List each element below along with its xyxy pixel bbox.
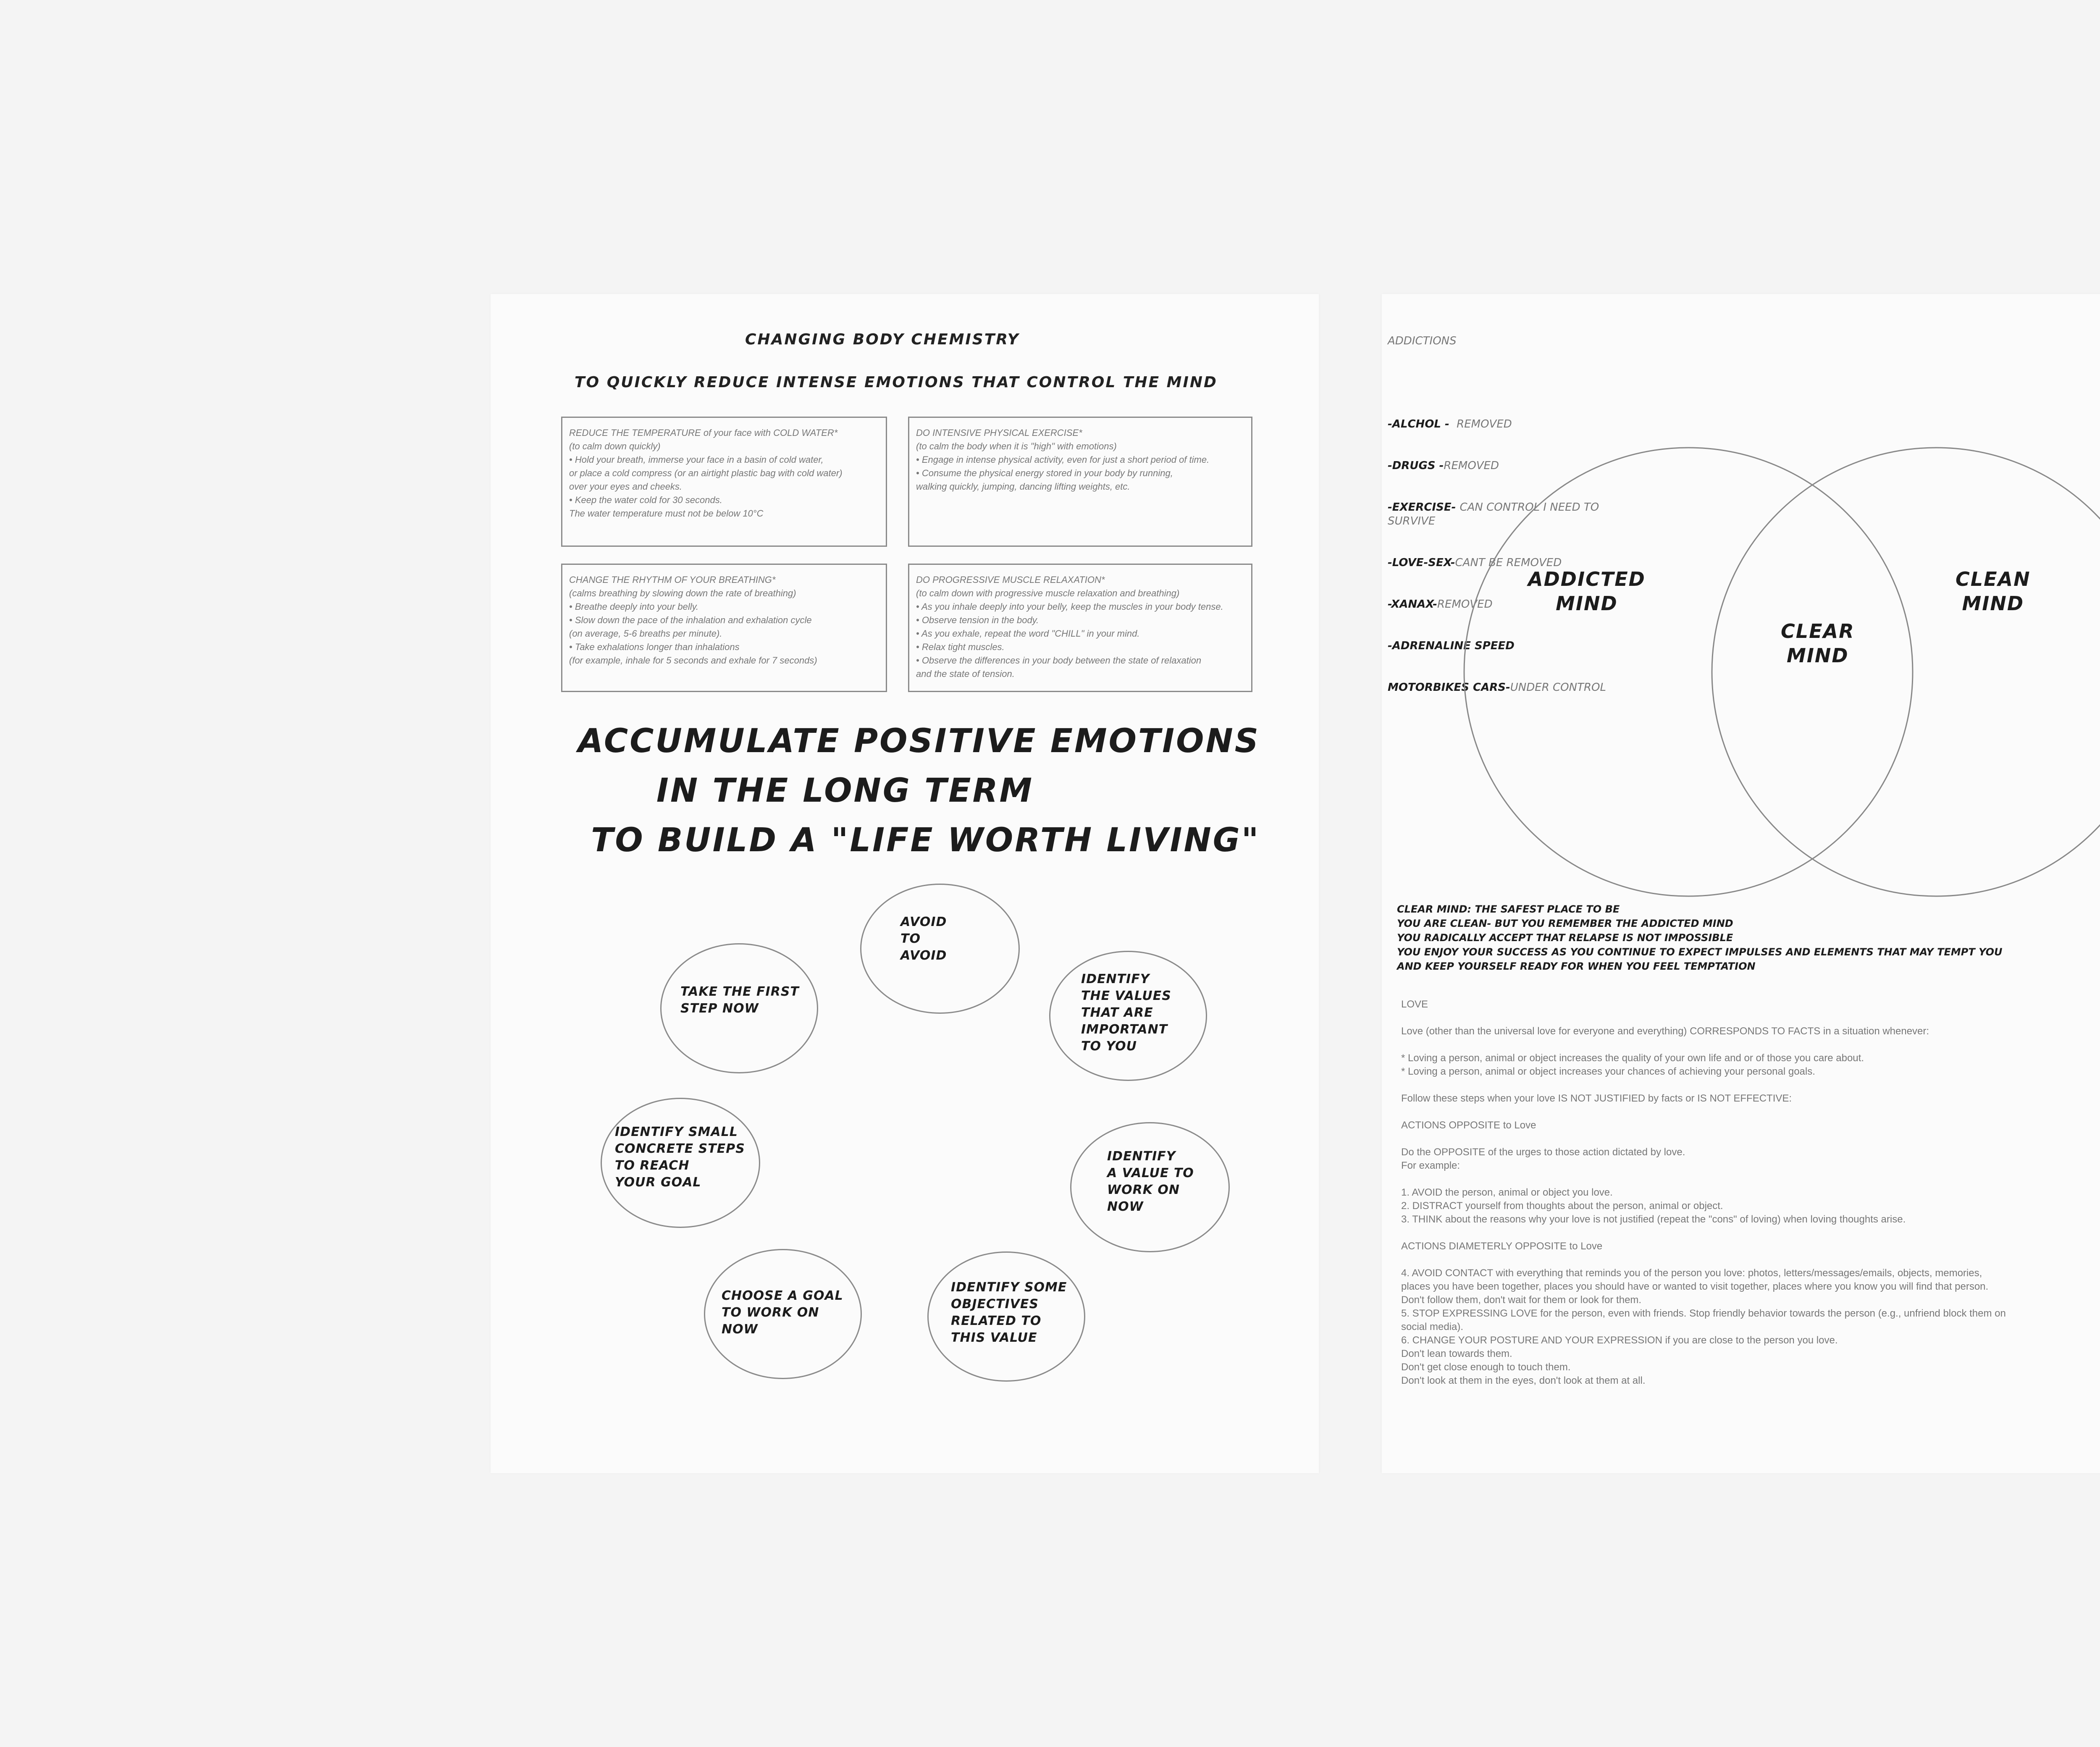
cold-water-box: REDUCE THE TEMPERATURE of your face with COLD WATER* (to calm down quickly) • Hold your breath, immerse your face in a basin of cold water, or place a cold compress (or an airtight plastic bag with cold water) over your eyes and cheeks. • Keep the water cold for 30 seconds. The water temperature must not be below 10°C: [561, 417, 887, 547]
circle-identify-values-label: IDENTIFY THE VALUES THAT ARE IMPORTANT TO YOU: [1081, 972, 1171, 1054]
heading-changing-body-chemistry: CHANGING BODY CHEMISTRY: [745, 331, 1020, 348]
addiction-item: -XANAX-REMOVED: [1388, 598, 1493, 611]
physical-exercise-box: DO INTENSIVE PHYSICAL EXERCISE* (to calm the body when it is "high" with emotions) • Engage in intense physical activity, even for just a short period of time. • Consume the physical energy stored in your body by running, walking quickly, jumping, dancing lifting weights, etc.: [908, 417, 1252, 547]
addiction-item: -DRUGS -REMOVED: [1388, 459, 1499, 472]
circle-identify-objectives-label: IDENTIFY SOME OBJECTIVES RELATED TO THIS VALUE: [951, 1280, 1067, 1345]
venn-label-addicted-mind: ADDICTED MIND: [1528, 568, 1646, 615]
circle-avoid-to-avoid-label: AVOID TO AVOID: [900, 915, 947, 963]
addiction-item: MOTORBIKES CARS-UNDER CONTROL: [1388, 681, 1606, 694]
addictions-title: ADDICTIONS: [1388, 335, 1457, 347]
clear-mind-definition: CLEAR MIND: THE SAFEST PLACE TO BE YOU ARE CLEAN- BUT YOU REMEMBER THE ADDICTED MIND YOU RADICALLY ACCEPT THAT RELAPSE IS NOT IMPOSSIBLE YOU ENJOY YOUR SUCCESS AS YOU CONTINUE TO EXPECT IMPULSES AND ELEMENTS THAT MAY TEMPT YOU AND KEEP YOURSELF READY FOR WHEN YOU FEEL TEMPTATION: [1397, 903, 2003, 972]
addiction-item: -ADRENALINE SPEED: [1388, 640, 1515, 652]
venn-circle-clean: [1712, 448, 2100, 896]
positive-emotions-title: ACCUMULATE POSITIVE EMOTIONS IN THE LONG TERM TO BUILD A "LIFE WORTH LIVING": [578, 722, 1260, 859]
left-poster-sheet: [491, 294, 1319, 1473]
circle-identify-value-now-label: IDENTIFY A VALUE TO WORK ON NOW: [1107, 1149, 1194, 1214]
muscle-relaxation-box: DO PROGRESSIVE MUSCLE RELAXATION* (to calm down with progressive muscle relaxation and breathing) • As you inhale deeply into your belly, keep the muscles in your body tense. • Observe tension in the body. • As you exhale, repeat the word "CHILL" in your mind. • Relax tight muscles. • Observe the differences in your body between the state of relaxation and the state of tension.: [908, 564, 1252, 692]
circle-take-first-step-label: TAKE THE FIRST STEP NOW: [680, 984, 799, 1016]
circle-choose-goal-label: CHOOSE A GOAL TO WORK ON NOW: [722, 1288, 843, 1337]
addiction-item: -ALCHOL - REMOVED: [1388, 418, 1512, 430]
breathing-box: CHANGE THE RHYTHM OF YOUR BREATHING* (calms breathing by slowing down the rate of breathing) • Breathe deeply into your belly. • Slow down the pace of the inhalation and exhalation cycle (on average, 5-6 breaths per minute). • Take exhalations longer than inhalations (for example, inhale for 5 seconds and exhale for 7 seconds): [561, 564, 887, 692]
venn-label-clean-mind: CLEAN MIND: [1956, 568, 2031, 615]
venn-label-clear-mind: CLEAR MIND: [1781, 620, 1855, 667]
right-poster-sheet: [1382, 294, 2100, 1473]
heading-reduce-emotions: TO QUICKLY REDUCE INTENSE EMOTIONS THAT CONTROL THE MIND: [575, 374, 1218, 391]
venn-circle-addicted: [1464, 448, 1913, 896]
circle-identify-small-steps-label: IDENTIFY SMALL CONCRETE STEPS TO REACH YOUR GOAL: [615, 1125, 745, 1190]
addiction-item: -LOVE-SEX-CANT BE REMOVED: [1388, 556, 1562, 569]
addiction-item: -EXERCISE- CAN CONTROL I NEED TO SURVIVE: [1388, 501, 1599, 527]
love-opposite-actions-text: LOVE Love (other than the universal love for everyone and everything) CORRESPONDS TO FACTS in a situation whenever: * Loving a person, animal or object increases the quality of your own life and or of those you care about. * Loving a person, animal or object increases your chances of achieving your personal goals. Follow these steps when your love IS NOT JUSTIFIED by facts or IS NOT EFFECTIVE: ACTIONS OPPOSITE to Love Do the OPPOSITE of the urges to those action dictated by love. For example: 1. AVOID the person, animal or object you love. 2. DISTRACT yourself from thoughts about the person, animal or object. 3. THINK about the reasons why your love is not justified (repeat the "cons" of loving) when loving thoughts arise. ACTIONS DIAMETERLY OPPOSITE to Love 4. AVOID CONTACT with everything that reminds you of the person you love: photos, letters/messages/emails, objects, memories, places you have been together, places you should have or wanted to visit together, places where you know you will find that person. Don't follow them, don't wait for them or look for them. 5. STOP EXPRESSING LOVE for the person, even with friends. Stop friendly behavior towards the person (e.g., unfriend block them on social media). 6. CHANGE YOUR POSTURE AND YOUR EXPRESSION if you are close to the person you love. Don't lean towards them. Don't get close enough to touch them. Don't look at them in the eyes, don't look at them at all.: [1401, 999, 2006, 1386]
